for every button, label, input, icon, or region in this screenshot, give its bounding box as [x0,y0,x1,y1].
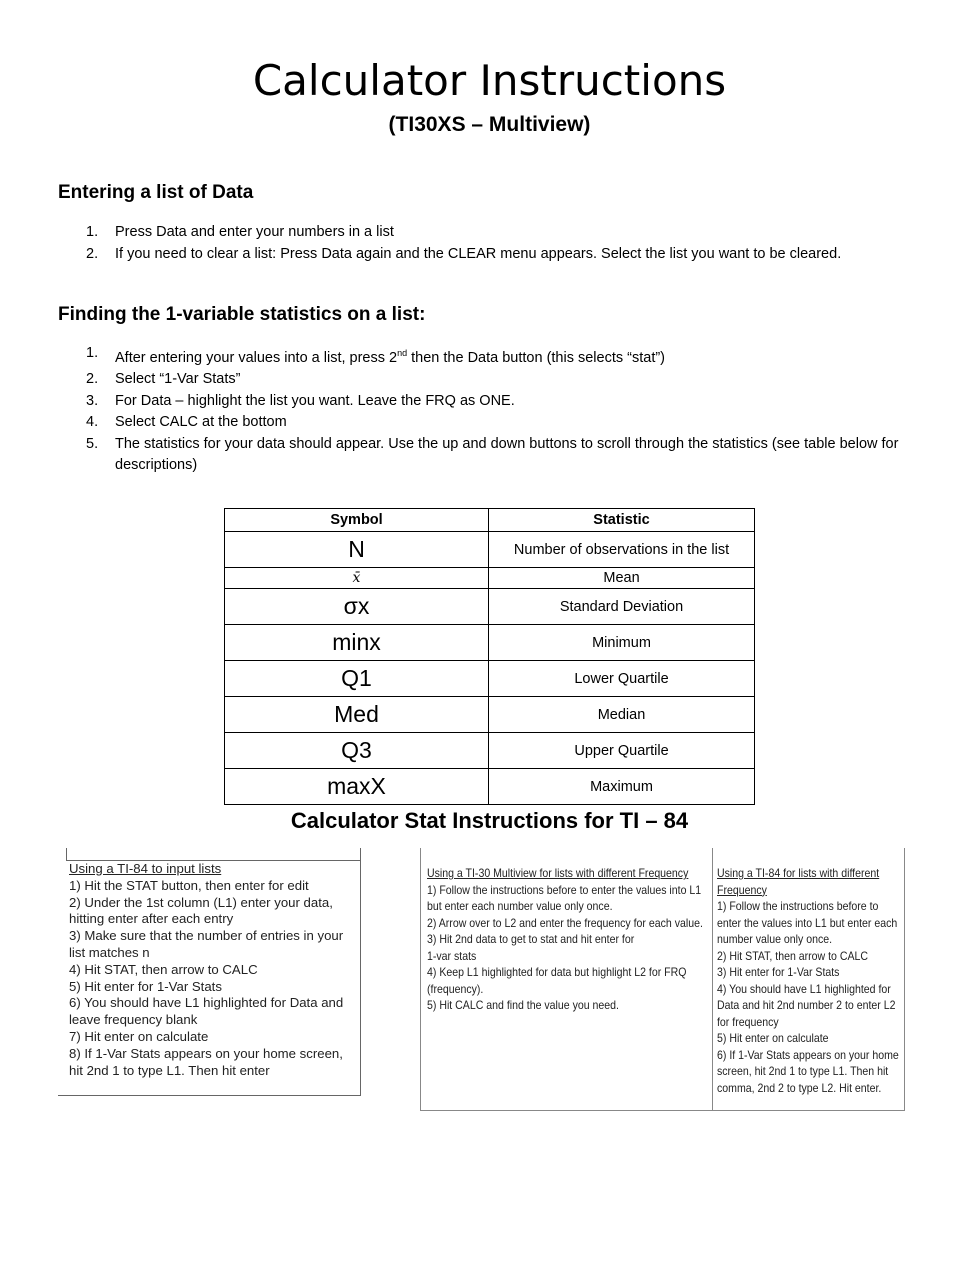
list-item: 1. Press Data and enter your numbers in a list [86,224,394,240]
table-row [225,733,755,769]
box-title: Using a TI-84 for lists with different Frequency [717,866,880,897]
list-item: 4) Keep L1 highlighted for data but highlight L2 for FRQ (frequency). [427,965,687,996]
symbol-cell: Q1 [225,661,489,697]
list-item: 5) Hit CALC and find the value you need. [427,998,619,1012]
list-item: 6) If 1-Var Stats appears on your home screen, hit 2nd 1 to type L1. Then hit comma, 2nd 2 to type L2. Hit enter. [717,1047,899,1095]
header-statistic: Statistic [489,509,755,532]
list-item: 4) You should have L1 highlighted for Data and hit 2nd number 2 to enter L2 for frequency [717,981,896,1029]
step-text: then the Data button (this selects “stat”) [407,349,666,366]
list-item: 3. For Data – highlight the list you want. Leave the FRQ as ONE. [86,392,515,409]
list-item: 2) Hit STAT, then arrow to CALC [717,948,869,963]
list-item: 3) Hit enter for 1-Var Stats [717,965,840,979]
page-subtitle: (TI30XS – Multiview) [388,113,591,136]
statistic-cell: Minimum [489,625,755,661]
ti84-section-heading: Calculator Stat Instructions for TI – 84 [290,808,689,833]
list-item: 1-var stats [427,948,477,963]
entering-data-steps [58,222,928,265]
statistics-table [224,508,755,805]
statistic-cell: Number of observations in the list [489,532,755,568]
step-text: If you need to clear a list: Press Data again and the CLEAR menu appears. Select the list you want to be cleared. [115,245,842,262]
column-divider [712,848,713,1111]
table-row [225,697,755,733]
list-item: 5. The statistics for your data should appear. Use the up and down buttons to scroll through the statistics (see table below for descriptions) [86,435,899,474]
list-item: 2) Arrow over to L2 and enter the frequency for each value. [427,915,703,930]
symbol-cell: x̄ [225,568,489,589]
list-item: 7) Hit enter on calculate [69,1028,209,1044]
box-content [69,861,357,1079]
table-row [225,625,755,661]
statistic-cell: Maximum [489,769,755,805]
table-row [225,589,755,625]
table-row [225,532,755,568]
step-text: After entering your values into a list, press 2 [115,349,398,366]
superscript-nd: nd [397,348,408,358]
table-row [225,661,755,697]
statistic-cell: Standard Deviation [489,589,755,625]
symbol-cell: minx [225,625,489,661]
list-item: 4) Hit STAT, then arrow to CALC [69,961,258,977]
table-header-row [225,509,755,532]
list-item: 1) Follow the instructions before to enter the values into L1 but enter each number value only once. [427,882,702,913]
list-item: 2. Select “1-Var Stats” [86,371,241,388]
step-text: Press Data and enter your numbers in a list [115,224,394,240]
list-item: 3) Hit 2nd data to get to stat and hit enter for [427,932,635,946]
list-item: 2) Under the 1st column (L1) enter your data, hitting enter after each entry [69,894,333,927]
step-text: The statistics for your data should appear. Use the up and down buttons to scroll through the statistics (see table below for descriptions) [115,435,899,474]
list-item: 5) Hit enter on calculate [717,1031,829,1045]
step-text: Select “1-Var Stats” [115,371,241,388]
statistic-cell: Upper Quartile [489,733,755,769]
step-text: Select CALC at the bottom [115,414,287,431]
box-title: Using a TI-30 Multiview for lists with different Frequency [427,866,689,880]
ti84-input-lists-box [58,848,361,1096]
table-row [225,769,755,805]
list-item: 1) Follow the instructions before to enter the values into L1 but enter each number value only once. [717,899,898,946]
list-item: 1) Hit the STAT button, then enter for edit [69,877,309,893]
list-item: 1. After entering your values into a list, press 2nd then the Data button (this selects “stat”) [86,345,666,366]
frequency-instructions-table [420,848,905,1111]
symbol-cell: maxX [225,769,489,805]
symbol-cell: Q3 [225,733,489,769]
page-title: Calculator Instructions [252,56,727,105]
one-var-stats-steps [58,343,928,477]
list-item: 5) Hit enter for 1-Var Stats [69,978,222,994]
step-text: For Data – highlight the list you want. Leave the FRQ as ONE. [115,392,515,409]
list-item: 4. Select CALC at the bottom [86,414,287,431]
ti30-frequency-column [427,865,709,1014]
list-item: 2. If you need to clear a list: Press Data again and the CLEAR menu appears. Select the list you want to be cleared. [86,245,842,262]
box-border [66,848,67,860]
box-title: Using a TI-84 to input lists [69,861,222,876]
header-symbol: Symbol [225,509,489,532]
section-heading-entering-data: Entering a list of Data [58,182,254,203]
list-item: 6) You should have L1 highlighted for Data and leave frequency blank [69,995,344,1028]
statistic-cell: Median [489,697,755,733]
statistic-cell: Mean [489,568,755,589]
symbol-cell: N [225,532,489,568]
table-row [225,568,755,589]
section-heading-1var-stats: Finding the 1-variable statistics on a list: [58,304,426,325]
symbol-cell: σx [225,589,489,625]
symbol-cell: Med [225,697,489,733]
list-item: 8) If 1-Var Stats appears on your home screen, hit 2nd 1 to type L1. Then hit enter [69,1045,343,1078]
statistic-cell: Lower Quartile [489,661,755,697]
list-item: 3) Make sure that the number of entries in your list matches n [69,928,344,960]
ti84-frequency-column [717,865,903,1096]
